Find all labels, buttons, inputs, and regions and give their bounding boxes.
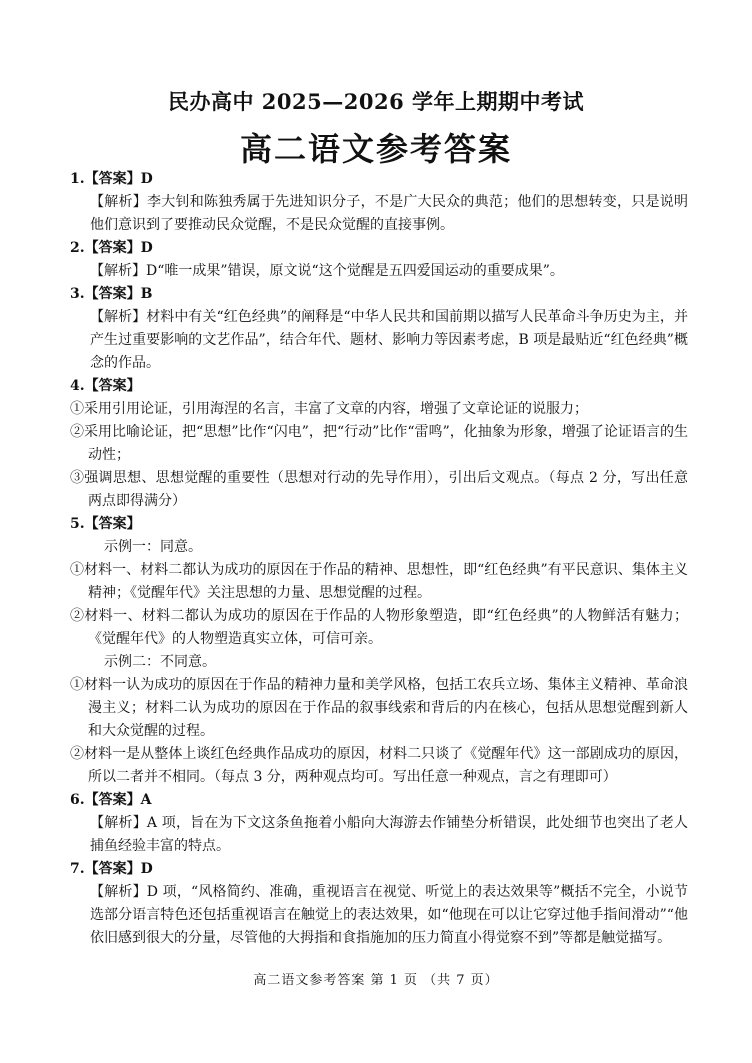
q7-heading: 7.【答案】D: [70, 861, 153, 877]
answer-content: [70, 168, 688, 950]
q3-heading: 3.【答案】B: [70, 286, 153, 302]
q1-analysis: 【解析】李大钊和陈独秀属于先进知识分子，不是广大民众的典范；他们的思想转变，只是说明他们意识到了要推动民众觉醒，不是民众觉醒的直接事例。: [90, 194, 688, 233]
q2-analysis: 【解析】D“唯一成果”错误，原文说“这个觉醒是五四爱国运动的重要成果”。: [90, 263, 564, 279]
q4-point-1: ①采用引用论证，引用海涅的名言，丰富了文章的内容，增强了文章论证的说服力；: [70, 401, 588, 417]
q3-analysis: 【解析】材料中有关“红色经典”的阐释是“中华人民共和国前期以描写人民革命斗争历史为主，并产生过重要影响的文艺作品”，结合年代、题材、影响力等因素考虑，B 项是最贴近“红色经典”概念的作品。: [90, 309, 688, 371]
q5-example1-point-2: ②材料一、材料二都认为成功的原因在于作品的人物形象塑造，即“红色经典”的人物鲜活有魅力；《觉醒年代》的人物塑造真实立体，可信可亲。: [70, 608, 688, 647]
q5-example1-point-1: ①材料一、材料二都认为成功的原因在于作品的精神、思想性，即“红色经典”有平民意识、集体主义精神；《觉醒年代》关注思想的力量、思想觉醒的过程。: [70, 562, 688, 601]
q4-point-2: ②采用比喻论证，把“思想”比作“闪电”，把“行动”比作“雷鸣”，化抽象为形象，增强了论证语言的生动性；: [70, 424, 688, 463]
q6-heading: 6.【答案】A: [70, 792, 152, 808]
q6-analysis: 【解析】A 项，旨在为下文这条鱼拖着小船向大海游去作铺垫分析错误，此处细节也突出了老人捕鱼经验丰富的特点。: [90, 815, 688, 854]
q1-heading: 1.【答案】D: [70, 171, 153, 187]
q5-example2-point-1: ①材料一认为成功的原因在于作品的精神力量和美学风格，包括工农兵立场、集体主义精神、革命浪漫主义；材料二认为成功的原因在于作品的叙事线索和背后的内在核心，包括从思想觉醒到新人和大众觉醒的过程。: [70, 677, 688, 739]
q5-example2-point-2: ②材料一是从整体上谈红色经典作品成功的原因，材料二只谈了《觉醒年代》这一部剧成功的原因，所以二者并不相同。（每点 3 分，两种观点均可。写出任意一种观点，言之有理即可）: [70, 746, 688, 785]
page-footer: 高二语文参考答案 第 1 页 （共 7 页）: [253, 973, 499, 988]
exam-title: 民办高中 2025—2026 学年上期期中考试: [167, 89, 584, 114]
q4-heading: 4.【答案】: [70, 378, 141, 394]
q5-example2-label: 示例二：不同意。: [104, 654, 216, 670]
q2-heading: 2.【答案】D: [70, 240, 153, 256]
subject-title: 高二语文参考答案: [239, 130, 512, 168]
q5-heading: 5.【答案】: [70, 516, 141, 532]
q5-example1-label: 示例一：同意。: [104, 539, 202, 555]
q7-analysis: 【解析】D 项，“风格简约、准确，重视语言在视觉、听觉上的表达效果等”概括不完全，小说节选部分语言特色还包括重视语言在触觉上的表达效果，如“他现在可以让它穿过他手指间滑动”“他依旧感到很大的分量，尽管他的大拇指和食指施加的压力简直小得觉察不到”等都是触觉描写。: [90, 884, 688, 946]
q4-point-3: ③强调思想、思想觉醒的重要性（思想对行动的先导作用），引出后文观点。（每点 2 分，写出任意两点即得满分）: [70, 470, 688, 509]
